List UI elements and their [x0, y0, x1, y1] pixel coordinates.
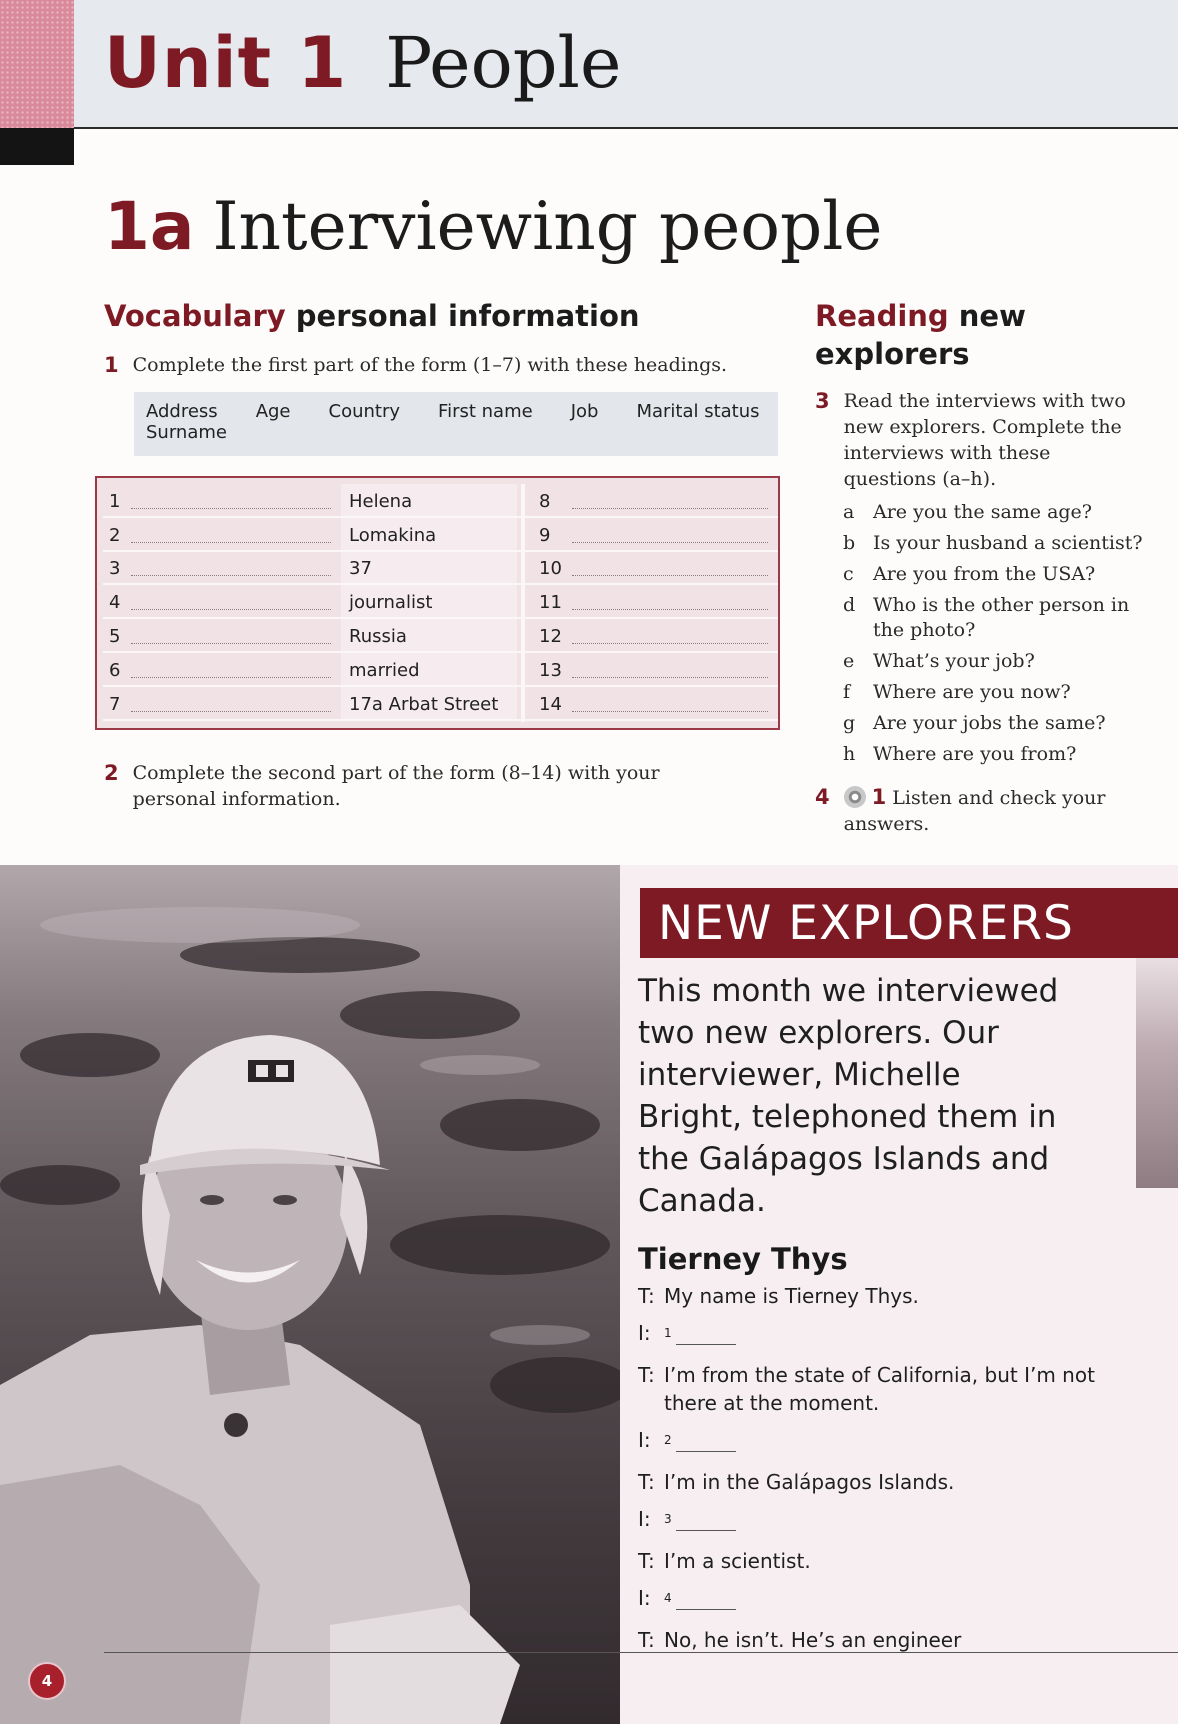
- form-row: [525, 585, 778, 619]
- row-number: 13: [539, 659, 562, 681]
- question-item: [843, 742, 1143, 767]
- question-text: Where are you from?: [873, 743, 1077, 765]
- speaker: I:: [638, 1507, 651, 1531]
- exercise-1: [104, 352, 784, 378]
- form-part-one: [103, 484, 521, 721]
- question-text: Are you from the USA?: [873, 563, 1096, 585]
- row-number: 6: [109, 659, 121, 681]
- reading-heading-topic: new explorers: [815, 299, 1026, 371]
- dialogue-text: I’m from the state of California, but I’m not there at the moment.: [664, 1363, 1095, 1415]
- question-letter: a: [843, 501, 855, 523]
- heading-word: Job: [570, 401, 599, 422]
- answer-blank[interactable]: [572, 677, 768, 678]
- exercise-4: [815, 784, 1145, 837]
- cd-icon[interactable]: [844, 786, 866, 808]
- question-text: Where are you now?: [873, 681, 1071, 703]
- row-number: 11: [539, 592, 562, 614]
- row-number: 4: [109, 592, 121, 614]
- exercise-number: 1: [104, 353, 119, 377]
- row-number: 8: [539, 490, 551, 512]
- row-number: 5: [109, 625, 121, 647]
- dialogue-line: [638, 1319, 1098, 1352]
- dialogue-line: [638, 1505, 1098, 1538]
- exercise-3: [815, 388, 1145, 492]
- row-number: 12: [539, 625, 562, 647]
- form-row: [525, 653, 778, 687]
- personal-info-form: [95, 476, 780, 730]
- form-part-two: [525, 484, 778, 721]
- speaker: T:: [638, 1549, 655, 1573]
- exercise-number: 2: [104, 761, 119, 785]
- explorer-photo-illustration: [0, 865, 620, 1724]
- row-number: 7: [109, 693, 121, 715]
- question-text: Who is the other person in the photo?: [873, 594, 1130, 641]
- article-banner-title: NEW EXPLORERS: [658, 896, 1074, 951]
- exercise-instruction: Read the interviews with two new explorers. Complete the interviews with these questions (a–h).: [843, 390, 1126, 490]
- question-item: [843, 531, 1143, 556]
- row-number: 9: [539, 524, 551, 546]
- row-value: married: [341, 653, 517, 685]
- question-letter: c: [843, 563, 854, 585]
- question-text: Is your husband a scientist?: [873, 532, 1143, 554]
- dialogue-line: [638, 1626, 1098, 1654]
- article-intro: This month we interviewed two new explorers. Our interviewer, Michelle Bright, telephoned them in the Galápagos Islands and Canada.: [638, 973, 1059, 1219]
- unit-name: People: [385, 22, 622, 104]
- form-row: [525, 518, 778, 552]
- dialogue-text: I’m a scientist.: [664, 1549, 811, 1573]
- dialogue-text: My name is Tierney Thys.: [664, 1284, 919, 1308]
- lesson-title: [104, 188, 882, 265]
- heading-word: Country: [328, 401, 401, 422]
- heading-word: Surname: [146, 422, 227, 443]
- row-value: Lomakina: [341, 518, 517, 550]
- dialogue-line: [638, 1547, 1098, 1575]
- answer-blank[interactable]: [572, 542, 768, 543]
- row-number: 1: [109, 490, 121, 512]
- question-letter: f: [843, 681, 851, 703]
- dialogue-text: No, he isn’t. He’s an engineer: [664, 1628, 962, 1652]
- form-row: [103, 484, 521, 518]
- heading-blank[interactable]: [131, 575, 331, 576]
- question-letter: e: [843, 650, 855, 672]
- page-number: 4: [28, 1662, 66, 1700]
- question-letter: d: [843, 594, 856, 616]
- row-number: 2: [109, 524, 121, 546]
- interviewee-name: Tierney Thys: [638, 1242, 848, 1276]
- vocabulary-heading-topic: personal information: [295, 299, 640, 333]
- question-item: [843, 562, 1143, 587]
- form-row: [103, 585, 521, 619]
- question-text: Are you the same age?: [873, 501, 1092, 523]
- form-row: [525, 619, 778, 653]
- second-explorer-photo-edge: [1136, 958, 1178, 1188]
- answer-blank[interactable]: [572, 711, 768, 712]
- lesson-name: Interviewing people: [212, 188, 883, 265]
- dialogue-text: I’m in the Galápagos Islands.: [664, 1470, 955, 1494]
- reading-heading-accent: Reading: [815, 299, 949, 333]
- unit-color-tab: [0, 0, 74, 128]
- speaker: I:: [638, 1586, 651, 1610]
- question-item: [843, 649, 1143, 674]
- gap-number: 2: [664, 1433, 672, 1447]
- answer-gap[interactable]: [676, 1592, 736, 1610]
- gap-number: 4: [664, 1591, 672, 1605]
- speaker: I:: [638, 1428, 651, 1452]
- form-row: [103, 619, 521, 653]
- row-value: 17a Arbat Street: [341, 687, 517, 719]
- exercise-instruction-text: Listen and check your answers.: [843, 787, 1106, 835]
- question-letter: g: [843, 712, 856, 734]
- answer-blank[interactable]: [572, 643, 768, 644]
- exercise-instruction: Complete the second part of the form (8–14) with your personal information.: [132, 762, 660, 810]
- heading-word: Address: [146, 401, 218, 422]
- form-row: [525, 687, 778, 721]
- heading-word: First name: [438, 401, 533, 422]
- answer-blank[interactable]: [572, 508, 768, 509]
- dialogue-line: [638, 1282, 1098, 1310]
- unit-header-rule: [74, 127, 1178, 129]
- footer-rule: [104, 1652, 1178, 1653]
- form-row: [103, 518, 521, 552]
- form-row: [103, 552, 521, 586]
- explorer-photo: [0, 865, 620, 1724]
- dialogue-line: [638, 1584, 1098, 1617]
- reading-heading: [815, 298, 1135, 373]
- interview-dialogue: [638, 1282, 1098, 1663]
- heading-blank[interactable]: [131, 711, 331, 712]
- heading-blank[interactable]: [131, 542, 331, 543]
- question-item: [843, 680, 1143, 705]
- exercise-instruction: Complete the first part of the form (1–7) with these headings.: [132, 354, 728, 376]
- heading-word: Marital status: [636, 401, 760, 422]
- audio-track-number: 1: [871, 785, 887, 809]
- exercise-instruction: [844, 784, 1145, 837]
- unit-title: [104, 22, 621, 122]
- form-row: [525, 552, 778, 586]
- form-row: [525, 484, 778, 518]
- heading-blank[interactable]: [131, 609, 331, 610]
- exercise-2: [104, 760, 664, 812]
- answer-gap[interactable]: [676, 1513, 736, 1531]
- question-text: What’s your job?: [873, 650, 1035, 672]
- speaker: T:: [638, 1628, 655, 1652]
- answer-blank[interactable]: [572, 575, 768, 576]
- row-number: 14: [539, 693, 562, 715]
- speaker: T:: [638, 1284, 655, 1308]
- lesson-number: 1a: [104, 188, 195, 265]
- dialogue-line: [638, 1468, 1098, 1496]
- question-item: [843, 593, 1143, 643]
- speaker: I:: [638, 1321, 651, 1345]
- speaker: T:: [638, 1470, 655, 1494]
- unit-label: Unit 1: [104, 22, 348, 104]
- answer-gap[interactable]: [676, 1434, 736, 1452]
- heading-word: Age: [255, 401, 291, 422]
- row-number: 3: [109, 558, 121, 580]
- answer-gap[interactable]: [676, 1327, 736, 1345]
- form-row: [103, 653, 521, 687]
- question-letter: h: [843, 743, 856, 765]
- gap-number: 3: [664, 1512, 672, 1526]
- vocabulary-heading-accent: Vocabulary: [104, 299, 286, 333]
- form-row: [103, 687, 521, 721]
- answer-blank[interactable]: [572, 609, 768, 610]
- question-item: [843, 500, 1143, 525]
- gap-number: 1: [664, 1326, 672, 1340]
- speaker: T:: [638, 1363, 655, 1387]
- row-value: Russia: [341, 619, 517, 651]
- headings-word-box: [134, 392, 778, 456]
- heading-blank[interactable]: [131, 508, 331, 509]
- vocabulary-heading: [104, 298, 640, 336]
- exercise-number: 3: [815, 389, 830, 413]
- row-value: journalist: [341, 585, 517, 617]
- headings-row: [146, 401, 766, 422]
- question-item: [843, 711, 1143, 736]
- heading-blank[interactable]: [131, 677, 331, 678]
- dialogue-line: [638, 1426, 1098, 1459]
- unit-black-tab: [0, 128, 74, 165]
- row-value: Helena: [341, 484, 517, 516]
- heading-blank[interactable]: [131, 643, 331, 644]
- row-value: 37: [341, 552, 517, 584]
- question-list: [843, 500, 1143, 773]
- question-text: Are your jobs the same?: [873, 712, 1106, 734]
- question-letter: b: [843, 532, 856, 554]
- exercise-number: 4: [815, 785, 830, 809]
- dialogue-line: [638, 1361, 1098, 1417]
- row-number: 10: [539, 558, 562, 580]
